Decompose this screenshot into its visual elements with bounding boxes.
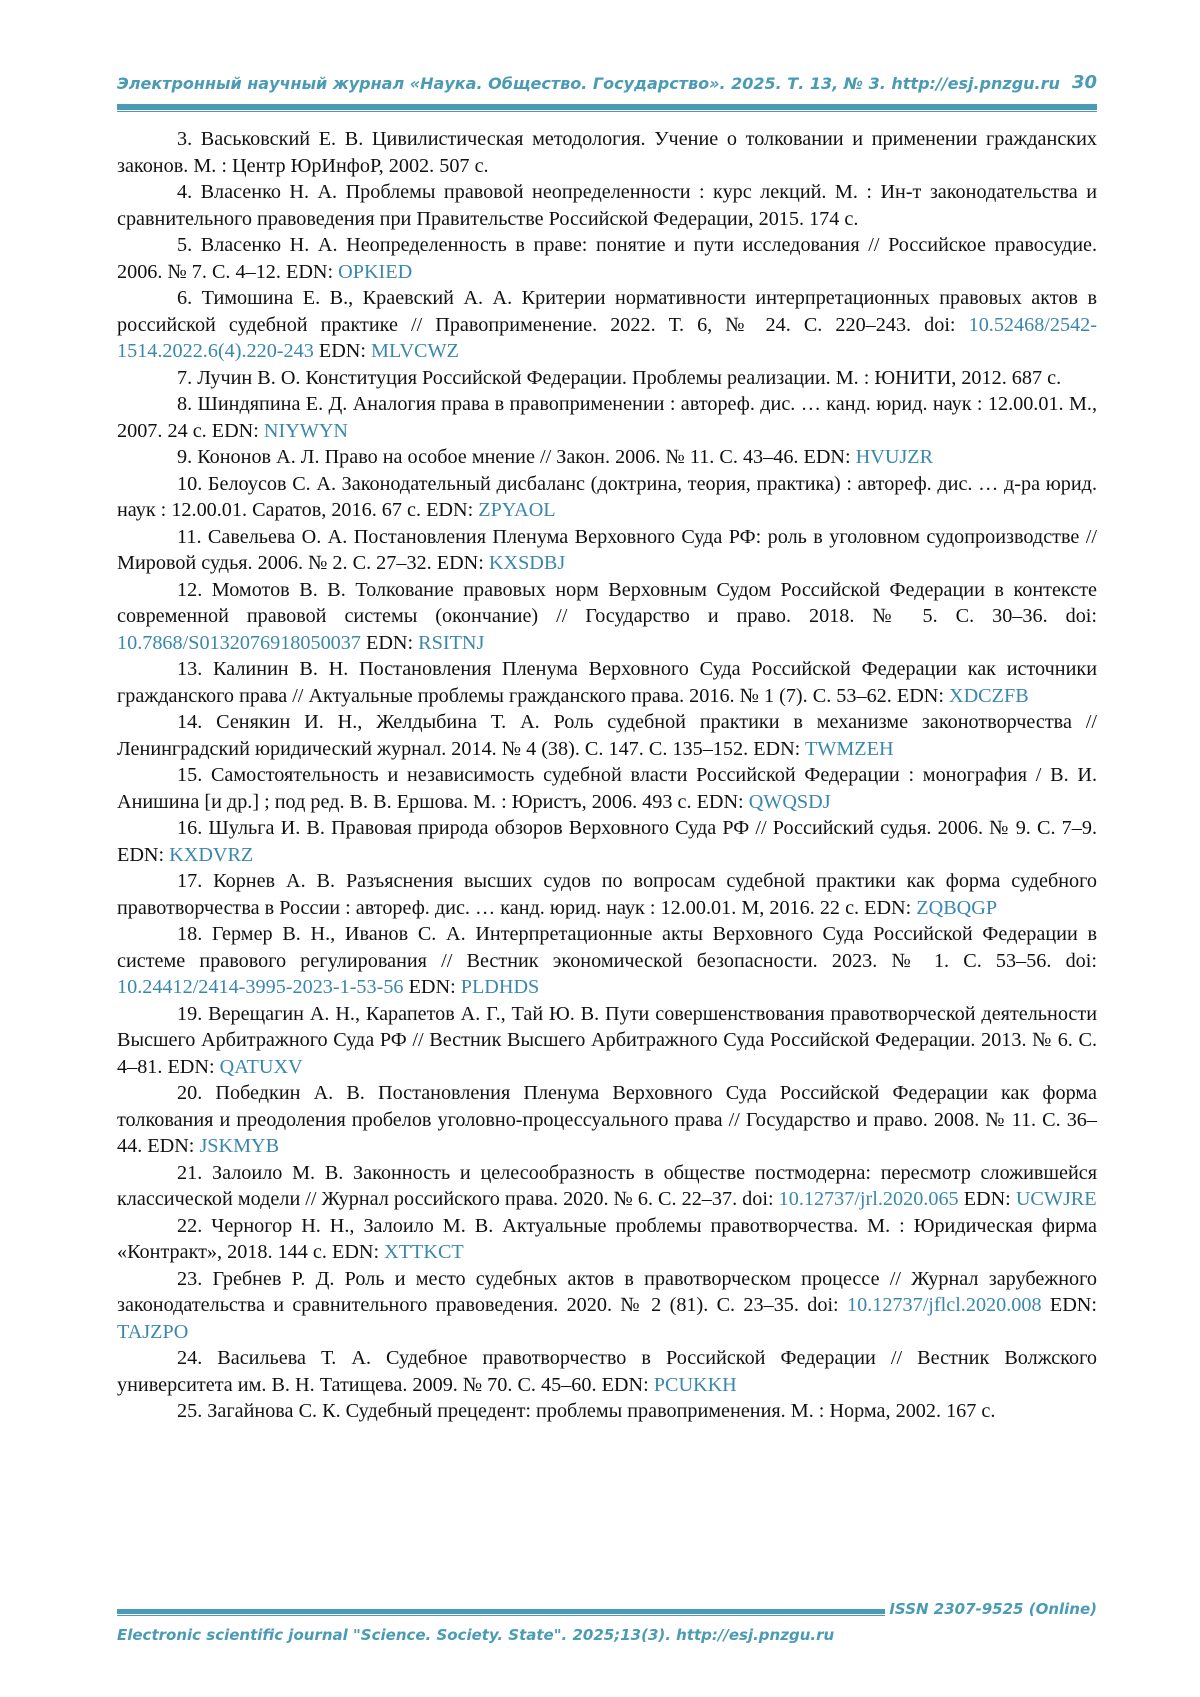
- reference-text: 3. Васьковский Е. В. Цивилистическая методология. Учение о толковании и применении гражданских законов. М. : Центр ЮрИнфоР, 2002. 507 с.: [117, 128, 1097, 177]
- reference-text: 11. Савельева О. А. Постановления Пленума Верховного Суда РФ: роль в уголовном судопроизводстве // Мировой судья. 2006. № 2. С. 27–32.: [117, 525, 1097, 574]
- reference-text: 22. Черногор Н. Н., Залоило М. В. Актуальные проблемы правотворчества. М. : Юридическая фирма «Контракт», 2018. 144 с.: [117, 1214, 1097, 1263]
- reference-text: 15. Самостоятельность и независимость судебной власти Российской Федерации : монография / В. И. Анишина [и др.] ; под ред. В. В. Ершова. М. : Юристъ, 2006. 493 с.: [117, 764, 1097, 813]
- edn-link[interactable]: ZQBQGP: [916, 896, 998, 919]
- reference-item: [117, 1080, 1097, 1160]
- edn-link[interactable]: ZPYAOL: [478, 499, 556, 521]
- edn-link[interactable]: KXSDBJ: [488, 552, 566, 574]
- edn-link[interactable]: PLDHDS: [460, 976, 540, 998]
- reference-item: [117, 1345, 1097, 1398]
- edn-link[interactable]: UCWJRE: [1015, 1188, 1097, 1210]
- header-journal-title: Электронный научный журнал «Наука. Общество. Государство». 2025. Т. 13, № 3. http://esj.pnzgu.ru: [117, 74, 1060, 93]
- reference-text: 25. Загайнова С. К. Судебный прецедент: проблемы правоприменения. М. : Норма, 2002. 167 с.: [177, 1400, 996, 1422]
- edn-label: EDN:: [403, 976, 461, 998]
- reference-item: [117, 391, 1097, 444]
- doi-link[interactable]: 10.12737/jflcl.2020.008: [846, 1294, 1042, 1316]
- reference-item: [117, 577, 1097, 657]
- edn-link[interactable]: TAJZPO: [117, 1320, 189, 1343]
- doi-link[interactable]: 10.24412/2414-3995-2023-1-53-56: [117, 976, 404, 998]
- footer-rule: [117, 1609, 885, 1614]
- edn-link[interactable]: OPKIED: [338, 260, 413, 283]
- running-header: [117, 70, 1097, 98]
- reference-text: 9. Кононов А. Л. Право на особое мнение // Закон. 2006. № 11. С. 43–46.: [177, 446, 799, 468]
- edn-label: EDN:: [1041, 1294, 1097, 1316]
- edn-label: EDN:: [142, 1135, 200, 1157]
- footer-issn: ISSN 2307-9525 (Online): [889, 1600, 1097, 1618]
- reference-text: 16. Шульга И. В. Правовая природа обзоров Верховного Суда РФ // Российский судья. 2006. № 9. С. 7–9.: [177, 817, 1097, 839]
- reference-text: 12. Момотов В. В. Толкование правовых норм Верховным Судом Российской Федерации в контексте современной правовой системы (окончание) // Государство и право. 2018. № 5. С. 30–36.: [117, 578, 1097, 627]
- reference-item: [117, 1213, 1097, 1266]
- reference-item: [117, 471, 1097, 524]
- reference-text: 5. Власенко Н. А. Неопределенность в праве: понятие и пути исследования // Российское правосудие. 2006. № 7. С. 4–12.: [117, 234, 1097, 283]
- reference-item: [117, 365, 1097, 392]
- edn-label: EDN:: [891, 684, 950, 707]
- footer-rule-thin: [117, 1615, 885, 1616]
- edn-label: EDN:: [748, 737, 805, 760]
- reference-item: [117, 815, 1097, 868]
- doi-label: doi:: [1047, 605, 1098, 627]
- reference-text: 18. Гермер В. Н., Иванов С. А. Интерпретационные акты Верховного Суда Российской Федерации в системе правового регулирования // Вестник экономической безопасности. 2023. № 1. С. 53–56.: [117, 923, 1097, 972]
- edn-link[interactable]: TWMZEH: [804, 737, 894, 760]
- footer-journal-title: Electronic scientific journal "Science. Society. State". 2025;13(3). http://esj.pnzgu.ru: [117, 1626, 835, 1644]
- edn-label: EDN:: [360, 631, 419, 654]
- reference-item: [117, 1266, 1097, 1346]
- doi-label: doi:: [1051, 949, 1097, 972]
- reference-item: [117, 1001, 1097, 1081]
- edn-label: EDN:: [162, 1055, 220, 1078]
- reference-item: [117, 179, 1097, 232]
- reference-text: 24. Васильева Т. А. Судебное правотворчество в Российской Федерации // Вестник Волжского университета им. В. Н. Татищева. 2009. № 70. С. 45–60.: [117, 1347, 1097, 1396]
- reference-item: [117, 524, 1097, 577]
- edn-label: EDN:: [691, 790, 749, 813]
- edn-label: EDN:: [798, 446, 856, 468]
- reference-item: [117, 709, 1097, 762]
- reference-text: 14. Сенякин И. Н., Желдыбина Т. А. Роль судебной практики в механизме законотворчества // Ленинградский юридический журнал. 2014. № 4 (38). С. 147. С. 135–152.: [117, 711, 1097, 760]
- edn-link[interactable]: JSKMYB: [199, 1135, 280, 1157]
- edn-label: EDN:: [958, 1188, 1016, 1210]
- doi-link[interactable]: 10.12737/jrl.2020.065: [778, 1188, 959, 1210]
- reference-item: [117, 126, 1097, 179]
- edn-link[interactable]: QWQSDJ: [748, 790, 831, 813]
- edn-link[interactable]: NIYWYN: [263, 419, 349, 442]
- reference-item: [117, 868, 1097, 921]
- reference-text: 17. Корнев А. В. Разъяснения высших судов по вопросам судебной практики как форма судебного правотворчества в России : автореф. дис. … канд. юрид. наук : 12.00.01. М, 2016. 22 с.: [117, 870, 1097, 919]
- doi-link[interactable]: 10.7868/S0132076918050037: [117, 631, 361, 654]
- reference-item: [117, 1398, 1097, 1425]
- doi-link[interactable]: 10.52468/2542-1514.2022.6(4).220-243: [117, 313, 1098, 362]
- edn-link[interactable]: XTTKCT: [384, 1241, 464, 1263]
- edn-label: EDN:: [421, 499, 479, 521]
- doi-label: doi:: [737, 1188, 779, 1210]
- edn-label: EDN:: [326, 1241, 385, 1263]
- edn-link[interactable]: QATUXV: [219, 1055, 303, 1078]
- edn-label: EDN:: [431, 552, 489, 574]
- reference-item: [117, 285, 1097, 365]
- header-rule: [117, 104, 1097, 110]
- reference-item: [117, 762, 1097, 815]
- edn-link[interactable]: RSITNJ: [418, 631, 485, 654]
- edn-label: EDN:: [596, 1373, 654, 1396]
- edn-link[interactable]: PCUKKH: [653, 1373, 737, 1396]
- page-number: 30: [1071, 72, 1097, 93]
- edn-label: EDN:: [206, 419, 264, 442]
- reference-text: 10. Белоусов С. А. Законодательный дисбаланс (доктрина, теория, практика) : автореф. дис. … д-ра юрид. наук : 12.00.01. Саратов, 2016. 67 с.: [117, 472, 1097, 521]
- reference-item: [117, 1160, 1097, 1213]
- reference-text: 6. Тимошина Е. В., Краевский А. А. Критерии нормативности интерпретационных правовых актов в российской судебной практике // Правоприменение. 2022. Т. 6, № 24. С. 220–243.: [117, 287, 1097, 336]
- reference-item: [117, 921, 1097, 1001]
- reference-text: 7. Лучин В. О. Конституция Российской Федерации. Проблемы реализации. М. : ЮНИТИ, 2012. 687 с.: [177, 366, 1062, 389]
- reference-text: 8. Шиндяпина Е. Д. Аналогия права в правоприменении : автореф. дис. … канд. юрид. наук : 12.00.01. М., 2007. 24 с.: [117, 393, 1097, 442]
- reference-text: 21. Залоило М. В. Законность и целесообразность в обществе постмодерна: пересмотр сложившейся классической модели // Журнал российского права. 2020. № 6. С. 22–37.: [117, 1161, 1097, 1210]
- reference-item: [117, 232, 1097, 285]
- reference-item: [117, 444, 1097, 471]
- edn-link[interactable]: XDCZFB: [949, 684, 1029, 707]
- reference-item: [117, 656, 1097, 709]
- edn-link[interactable]: HVUJZR: [855, 446, 934, 468]
- reference-text: 20. Победкин А. В. Постановления Пленума Верховного Суда Российской Федерации как форма толкования и преодоления пробелов уголовно-процессуального права // Государство и право. 2008. № 11. С. 36–44.: [117, 1082, 1097, 1157]
- reference-text: 13. Калинин В. Н. Постановления Пленума Верховного Суда Российской Федерации как источники гражданского права // Актуальные проблемы гражданского права. 2016. № 1 (7). С. 53–62.: [117, 658, 1097, 707]
- doi-label: doi:: [798, 1294, 847, 1316]
- reference-text: 23. Гребнев Р. Д. Роль и место судебных актов в правотворческом процессе // Журнал зарубежного законодательства и сравнительного правоведения. 2020. № 2 (81). С. 23–35.: [117, 1267, 1097, 1316]
- edn-link[interactable]: MLVCWZ: [371, 340, 459, 362]
- doi-label: doi:: [911, 313, 969, 336]
- reference-text: 19. Верещагин А. Н., Карапетов А. Г., Тай Ю. В. Пути совершенствования правотворческой деятельности Высшего Арбитражного Суда РФ // Вестник Высшего Арбитражного Суда Российской Федерации. 2013. № 6. С. 4–81.: [117, 1002, 1097, 1078]
- reference-list: [117, 126, 1097, 1425]
- edn-link[interactable]: KXDVRZ: [169, 843, 254, 866]
- header-rule-thin: [117, 111, 1097, 112]
- reference-text: 4. Власенко Н. А. Проблемы правовой неопределенности : курс лекций. М. : Ин-т законодательства и сравнительного правоведения при Правительстве Российской Федерации, 2015. 174 с.: [117, 181, 1097, 230]
- edn-label: EDN:: [313, 340, 372, 362]
- edn-label: EDN:: [859, 896, 917, 919]
- edn-label: EDN:: [117, 843, 170, 866]
- edn-label: EDN:: [280, 260, 339, 283]
